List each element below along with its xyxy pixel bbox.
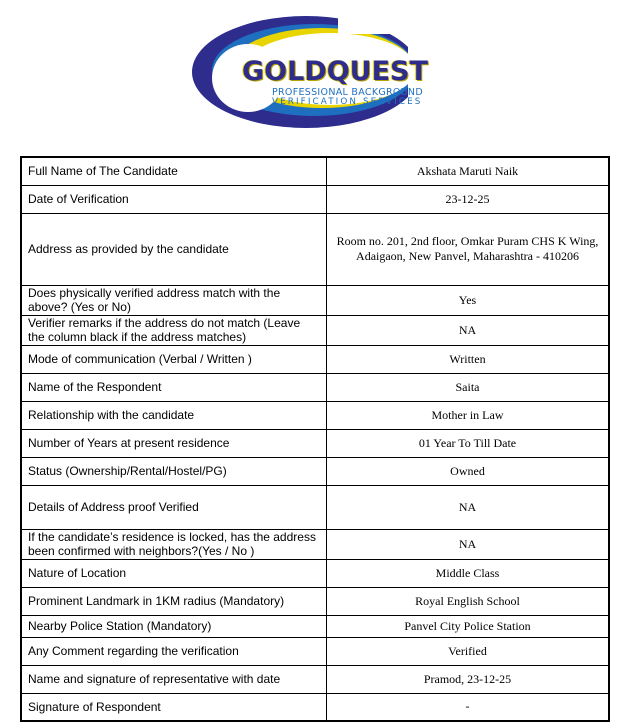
row-value: NA bbox=[327, 529, 610, 559]
table-row bbox=[21, 315, 609, 345]
row-value: Yes bbox=[327, 285, 610, 315]
table-row bbox=[21, 529, 609, 559]
row-label: Name of the Respondent bbox=[21, 373, 327, 401]
row-value: Akshata Maruti Naik bbox=[327, 157, 610, 185]
row-value: Panvel City Police Station bbox=[327, 615, 610, 637]
table-row bbox=[21, 157, 609, 185]
row-label: Name and signature of representative with date bbox=[21, 665, 327, 693]
row-label: Full Name of The Candidate bbox=[21, 157, 327, 185]
row-label: Does physically verified address match with the above? (Yes or No) bbox=[21, 285, 327, 315]
table-row bbox=[21, 637, 609, 665]
row-value: NA bbox=[327, 485, 610, 529]
row-value: 23-12-25 bbox=[327, 185, 610, 213]
verification-table bbox=[20, 156, 610, 722]
row-label: Details of Address proof Verified bbox=[21, 485, 327, 529]
table-row bbox=[21, 485, 609, 529]
row-label: Nature of Location bbox=[21, 559, 327, 587]
row-value: Owned bbox=[327, 457, 610, 485]
row-label: If the candidate’s residence is locked, has the address been confirmed with neighbors?(Yes / No ) bbox=[21, 529, 327, 559]
row-value: - bbox=[327, 693, 610, 721]
goldquest-logo bbox=[188, 14, 450, 130]
table-row bbox=[21, 429, 609, 457]
table-row bbox=[21, 615, 609, 637]
table-row bbox=[21, 587, 609, 615]
table-row bbox=[21, 559, 609, 587]
row-value: Verified bbox=[327, 637, 610, 665]
table-row bbox=[21, 457, 609, 485]
row-label: Number of Years at present residence bbox=[21, 429, 327, 457]
row-value: Pramod, 23-12-25 bbox=[327, 665, 610, 693]
row-value: Written bbox=[327, 345, 610, 373]
table-row bbox=[21, 401, 609, 429]
row-value: Saita bbox=[327, 373, 610, 401]
table-row bbox=[21, 373, 609, 401]
logo-tagline-1: PROFESSIONAL BACKGROUND bbox=[272, 87, 423, 98]
row-value: 01 Year To Till Date bbox=[327, 429, 610, 457]
logo-tagline-2: VERIFICATION SERVICES bbox=[272, 97, 423, 107]
row-label: Mode of communication (Verbal / Written ) bbox=[21, 345, 327, 373]
row-label: Address as provided by the candidate bbox=[21, 213, 327, 285]
row-value: Room no. 201, 2nd floor, Omkar Puram CHS K Wing, Adaigaon, New Panvel, Maharashtra - 410206 bbox=[327, 213, 610, 285]
row-label: Prominent Landmark in 1KM radius (Mandatory) bbox=[21, 587, 327, 615]
table-row bbox=[21, 345, 609, 373]
row-label: Status (Ownership/Rental/Hostel/PG) bbox=[21, 457, 327, 485]
row-value: Royal English School bbox=[327, 587, 610, 615]
table-row bbox=[21, 213, 609, 285]
table-row bbox=[21, 185, 609, 213]
row-value: NA bbox=[327, 315, 610, 345]
row-label: Nearby Police Station (Mandatory) bbox=[21, 615, 327, 637]
row-value: Mother in Law bbox=[327, 401, 610, 429]
row-value: Middle Class bbox=[327, 559, 610, 587]
row-label: Verifier remarks if the address do not match (Leave the column black if the address matches) bbox=[21, 315, 327, 345]
row-label: Any Comment regarding the verification bbox=[21, 637, 327, 665]
table-row bbox=[21, 285, 609, 315]
row-label: Signature of Respondent bbox=[21, 693, 327, 721]
table-row bbox=[21, 693, 609, 721]
row-label: Date of Verification bbox=[21, 185, 327, 213]
table-row bbox=[21, 665, 609, 693]
logo-brand-text: GOLDQUEST bbox=[242, 56, 428, 87]
row-label: Relationship with the candidate bbox=[21, 401, 327, 429]
